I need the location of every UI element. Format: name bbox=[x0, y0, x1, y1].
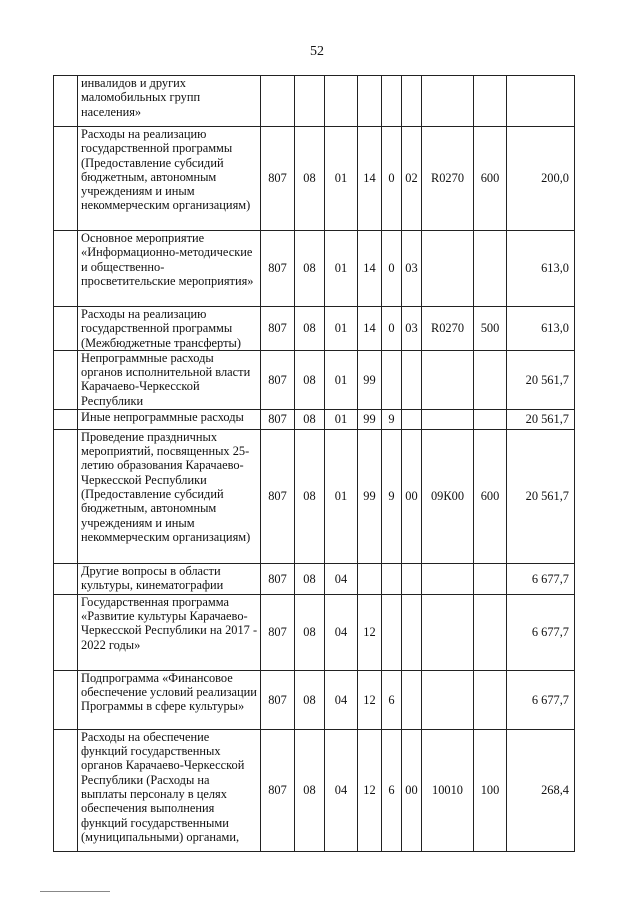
cell-amount: 613,0 bbox=[507, 307, 575, 351]
table-row bbox=[54, 307, 575, 351]
cell-margin bbox=[54, 127, 78, 231]
cell-amount: 6 677,7 bbox=[507, 670, 575, 729]
cell-margin bbox=[54, 231, 78, 307]
cell-section bbox=[295, 76, 325, 127]
cell-target-code bbox=[422, 231, 474, 307]
cell-subprogram: 00 bbox=[402, 729, 422, 851]
cell-program bbox=[358, 563, 382, 594]
cell-admin-code: 807 bbox=[261, 594, 295, 670]
cell-target-code: R0270 bbox=[422, 307, 474, 351]
cell-subsection: 04 bbox=[325, 670, 358, 729]
cell-amount: 20 561,7 bbox=[507, 409, 575, 429]
cell-subprogram bbox=[402, 409, 422, 429]
cell-section: 08 bbox=[295, 670, 325, 729]
cell-program-type: 6 bbox=[382, 670, 402, 729]
cell-section: 08 bbox=[295, 350, 325, 409]
cell-expense-type bbox=[474, 350, 507, 409]
cell-subprogram: 03 bbox=[402, 307, 422, 351]
cell-program-type: 0 bbox=[382, 231, 402, 307]
page-number: 52 bbox=[310, 44, 324, 59]
cell-target-code bbox=[422, 76, 474, 127]
table-row bbox=[54, 409, 575, 429]
cell-amount: 6 677,7 bbox=[507, 594, 575, 670]
cell-section: 08 bbox=[295, 409, 325, 429]
cell-program: 99 bbox=[358, 350, 382, 409]
cell-name: Основное мероприятие «Информационно-методические и общественно-просветительские мероприятия» bbox=[78, 231, 261, 307]
cell-amount: 20 561,7 bbox=[507, 429, 575, 563]
cell-subsection: 01 bbox=[325, 127, 358, 231]
cell-target-code bbox=[422, 409, 474, 429]
cell-program: 12 bbox=[358, 729, 382, 851]
cell-amount: 20 561,7 bbox=[507, 350, 575, 409]
cell-margin bbox=[54, 729, 78, 851]
cell-subsection: 04 bbox=[325, 729, 358, 851]
cell-program: 12 bbox=[358, 594, 382, 670]
cell-program-type: 0 bbox=[382, 127, 402, 231]
cell-subsection: 04 bbox=[325, 563, 358, 594]
cell-subprogram bbox=[402, 594, 422, 670]
cell-amount: 200,0 bbox=[507, 127, 575, 231]
cell-target-code bbox=[422, 350, 474, 409]
cell-program: 99 bbox=[358, 409, 382, 429]
scan-edge-line bbox=[40, 891, 110, 892]
cell-program bbox=[358, 76, 382, 127]
cell-admin-code: 807 bbox=[261, 729, 295, 851]
cell-target-code bbox=[422, 670, 474, 729]
cell-name: Проведение праздничных мероприятий, посвященных 25-летию образования Карачаево-Черкесской Республики (Предоставление субсидий бюджетным, автономным учреждениям и иным некоммерческим организациям) bbox=[78, 429, 261, 563]
cell-target-code: R0270 bbox=[422, 127, 474, 231]
cell-expense-type bbox=[474, 409, 507, 429]
cell-name: Расходы на реализацию государственной программы (Межбюджетные трансферты) bbox=[78, 307, 261, 351]
cell-subprogram bbox=[402, 670, 422, 729]
cell-expense-type bbox=[474, 670, 507, 729]
cell-subprogram bbox=[402, 350, 422, 409]
table-row bbox=[54, 76, 575, 127]
cell-subprogram bbox=[402, 563, 422, 594]
table-row bbox=[54, 350, 575, 409]
cell-target-code bbox=[422, 563, 474, 594]
cell-name: Расходы на обеспечение функций государственных органов Карачаево-Черкесской Республики (Расходы на выплаты персоналу в целях обеспечения выполнения функций государственными (муниципальными) органами, bbox=[78, 729, 261, 851]
cell-subprogram bbox=[402, 76, 422, 127]
cell-subsection: 01 bbox=[325, 231, 358, 307]
cell-amount bbox=[507, 76, 575, 127]
cell-name: Непрограммные расходы органов исполнительной власти Карачаево-Черкесской Республики bbox=[78, 350, 261, 409]
table-body bbox=[54, 76, 575, 852]
cell-admin-code: 807 bbox=[261, 563, 295, 594]
cell-name: Иные непрограммные расходы bbox=[78, 409, 261, 429]
cell-name: Другие вопросы в области культуры, кинематографии bbox=[78, 563, 261, 594]
table-row bbox=[54, 127, 575, 231]
table-row bbox=[54, 231, 575, 307]
cell-subprogram: 00 bbox=[402, 429, 422, 563]
cell-section: 08 bbox=[295, 563, 325, 594]
cell-admin-code: 807 bbox=[261, 429, 295, 563]
cell-subprogram: 02 bbox=[402, 127, 422, 231]
cell-program-type bbox=[382, 350, 402, 409]
cell-program-type bbox=[382, 563, 402, 594]
cell-program: 14 bbox=[358, 307, 382, 351]
cell-subprogram: 03 bbox=[402, 231, 422, 307]
cell-section: 08 bbox=[295, 127, 325, 231]
cell-name: Подпрограмма «Финансовое обеспечение условий реализации Программы в сфере культуры» bbox=[78, 670, 261, 729]
cell-target-code bbox=[422, 594, 474, 670]
cell-expense-type bbox=[474, 231, 507, 307]
cell-program-type: 9 bbox=[382, 409, 402, 429]
cell-section: 08 bbox=[295, 729, 325, 851]
cell-admin-code bbox=[261, 76, 295, 127]
table-row bbox=[54, 670, 575, 729]
cell-amount: 6 677,7 bbox=[507, 563, 575, 594]
cell-admin-code: 807 bbox=[261, 307, 295, 351]
cell-admin-code: 807 bbox=[261, 350, 295, 409]
cell-expense-type: 500 bbox=[474, 307, 507, 351]
cell-program: 12 bbox=[358, 670, 382, 729]
cell-section: 08 bbox=[295, 307, 325, 351]
cell-margin bbox=[54, 76, 78, 127]
cell-program: 14 bbox=[358, 127, 382, 231]
cell-program-type: 6 bbox=[382, 729, 402, 851]
cell-name: Расходы на реализацию государственной программы (Предоставление субсидий бюджетным, автономным учреждениям и иным некоммерческим организациям) bbox=[78, 127, 261, 231]
cell-subsection: 01 bbox=[325, 350, 358, 409]
cell-target-code: 10010 bbox=[422, 729, 474, 851]
table-row bbox=[54, 563, 575, 594]
table-row bbox=[54, 729, 575, 851]
cell-program: 14 bbox=[358, 231, 382, 307]
cell-subsection bbox=[325, 76, 358, 127]
cell-margin bbox=[54, 350, 78, 409]
cell-program-type bbox=[382, 76, 402, 127]
cell-admin-code: 807 bbox=[261, 127, 295, 231]
cell-margin bbox=[54, 307, 78, 351]
cell-amount: 613,0 bbox=[507, 231, 575, 307]
cell-amount: 268,4 bbox=[507, 729, 575, 851]
cell-margin bbox=[54, 429, 78, 563]
cell-admin-code: 807 bbox=[261, 409, 295, 429]
cell-expense-type: 600 bbox=[474, 429, 507, 563]
budget-table bbox=[53, 75, 575, 852]
cell-margin bbox=[54, 594, 78, 670]
cell-section: 08 bbox=[295, 429, 325, 563]
cell-expense-type bbox=[474, 594, 507, 670]
cell-expense-type: 600 bbox=[474, 127, 507, 231]
table-row bbox=[54, 429, 575, 563]
cell-section: 08 bbox=[295, 231, 325, 307]
cell-expense-type bbox=[474, 76, 507, 127]
cell-program-type bbox=[382, 594, 402, 670]
cell-expense-type: 100 bbox=[474, 729, 507, 851]
cell-admin-code: 807 bbox=[261, 231, 295, 307]
cell-subsection: 01 bbox=[325, 429, 358, 563]
table-row bbox=[54, 594, 575, 670]
cell-name: инвалидов и других маломобильных групп населения» bbox=[78, 76, 261, 127]
cell-subsection: 01 bbox=[325, 307, 358, 351]
cell-program-type: 9 bbox=[382, 429, 402, 563]
cell-program-type: 0 bbox=[382, 307, 402, 351]
cell-expense-type bbox=[474, 563, 507, 594]
cell-subsection: 04 bbox=[325, 594, 358, 670]
cell-section: 08 bbox=[295, 594, 325, 670]
cell-margin bbox=[54, 563, 78, 594]
cell-name: Государственная программа «Развитие культуры Карачаево-Черкесской Республики на 2017 - 2022 годы» bbox=[78, 594, 261, 670]
cell-subsection: 01 bbox=[325, 409, 358, 429]
cell-program: 99 bbox=[358, 429, 382, 563]
cell-admin-code: 807 bbox=[261, 670, 295, 729]
cell-margin bbox=[54, 670, 78, 729]
cell-margin bbox=[54, 409, 78, 429]
cell-target-code: 09К00 bbox=[422, 429, 474, 563]
